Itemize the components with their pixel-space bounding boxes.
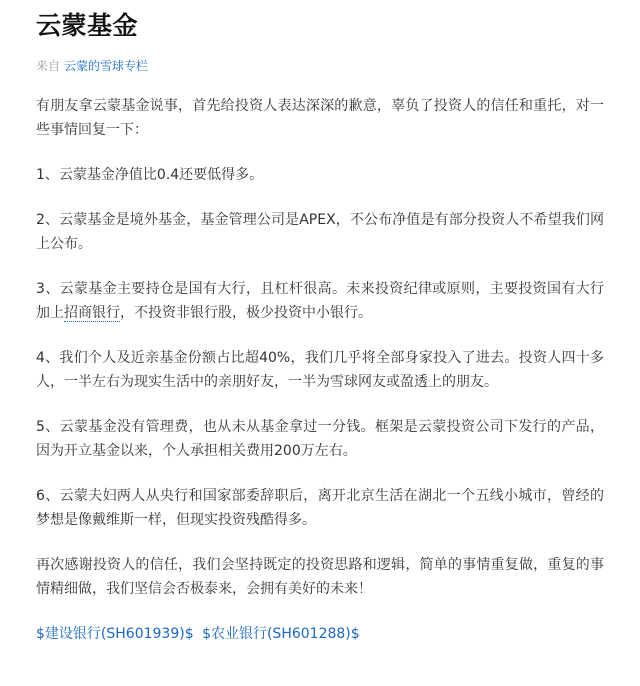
paragraph-1: 1、云蒙基金净值比0.4还要低得多。 [36, 167, 264, 183]
paragraph-3-tail: ，不投资非银行股，极少投资中小银行。 [120, 305, 372, 321]
paragraph-closing: 再次感谢投资人的信任，我们会坚持既定的投资思路和逻辑，简单的事情重复做，重复的事情精细做，我们坚信会否极泰来，会拥有美好的未来！ [36, 557, 604, 597]
paragraph-3-head: 3、云蒙基金主要持仓是国有大行，且杠杆很高。未来投资纪律或原则，主要投资国有大行加上 [36, 281, 604, 321]
stock-tags [36, 622, 604, 646]
paragraph-6: 6、云蒙夫妇两人从央行和国家部委辞职后，离开北京生活在湖北一个五线小城市，曾经的梦想是像戴维斯一样，但现实投资残酷得多。 [36, 488, 604, 528]
paragraph-4: 4、我们个人及近亲基金份额占比超40%，我们几乎将全部身家投入了进去。投资人四十多人，一半左右为现实生活中的亲朋好友，一半为雪球网友或盈透上的朋友。 [36, 350, 604, 390]
paragraph-3-underlined-term: 招商银行 [64, 305, 120, 321]
source-prefix: 来自 [36, 59, 61, 73]
stock-link-abc[interactable]: $农业银行(SH601288)$ [202, 626, 360, 642]
paragraph-5: 5、云蒙基金没有管理费，也从未从基金拿过一分钱。框架是云蒙投资公司下发行的产品，因为开立基金以来，个人承担相关费用200万左右。 [36, 419, 604, 459]
article [36, 0, 604, 646]
paragraph-2: 2、云蒙基金是境外基金，基金管理公司是APEX，不公布净值是有部分投资人不希望我们网上公布。 [36, 212, 604, 252]
paragraph-intro: 有朋友拿云蒙基金说事，首先给投资人表达深深的歉意，辜负了投资人的信任和重托，对一些事情回复一下： [36, 98, 604, 138]
source-column-link[interactable]: 云蒙的雪球专栏 [64, 59, 149, 73]
article-body [36, 94, 604, 646]
article-title: 云蒙基金 [36, 11, 139, 40]
paragraph-3 [36, 277, 604, 325]
article-source [36, 58, 604, 74]
stock-link-ccb[interactable]: $建设银行(SH601939)$ [36, 626, 194, 642]
